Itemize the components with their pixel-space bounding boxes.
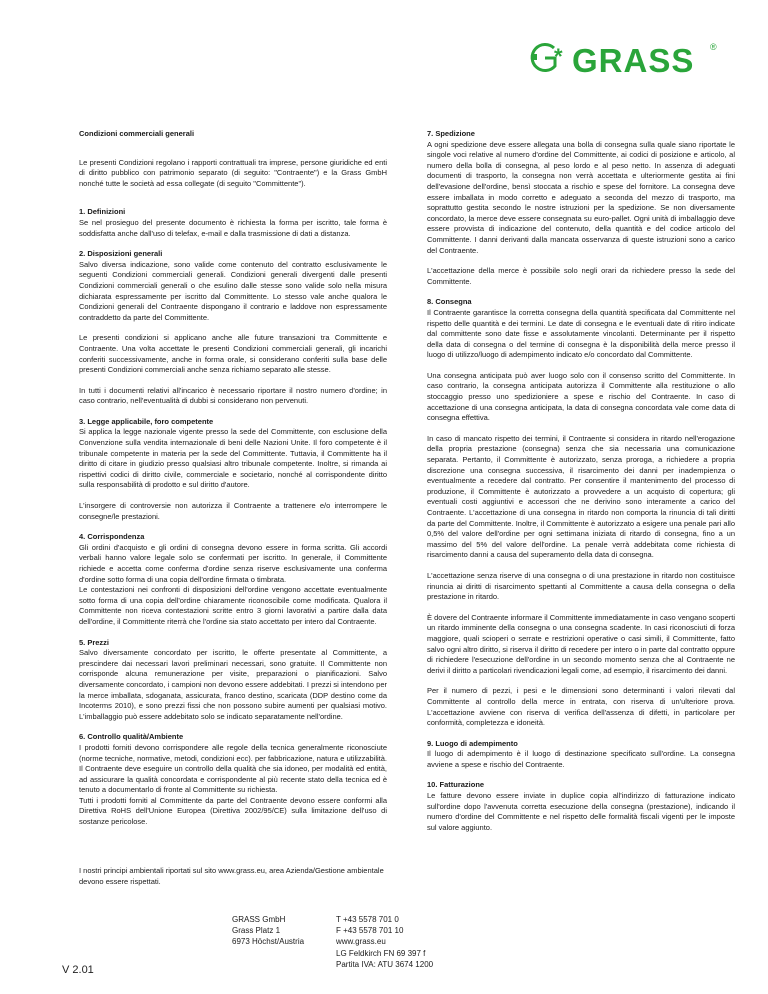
- section-paragraph: Salvo diversa indicazione, sono valide come contenuto del contratto esclusivamente le seguenti Condizioni commerciali generali. Condizioni generali divergenti dalle presenti Condizioni commerciali generali o che esulino dalle stesse sono valide solo nella misura dichiarata espressamente per iscritto dal Committente. Lo stesso vale anche qualora le Condizioni generali del Contraente dispongano il contrario e laddove non espressamente contraddetto da parte del Committente.: [79, 259, 387, 322]
- section-heading: 3. Legge applicabile, foro competente: [79, 416, 214, 426]
- section: [79, 638, 387, 723]
- section-paragraph: Gli ordini d'acquisto e gli ordini di consegna devono essere in forma scritta. Gli accordi verbali hanno valore legale solo se confermati per iscritto. In generale, il Committente richiede e accetta come conferma d'ordine senza riserve esclusivamente una conferma d'ordine sotto forma di una copia dell'ordine firmata o timbrata. Le contestazioni nei confronti di disposizioni dell'ordine vengono accettate eventualmente sotto forma di una copia dell'ordine chiaramente riconoscibile come modificata. Qualora il Committente non riceva contestazioni scritte entro 3 giorni lavorativi a partire dalla data dell'ordine, il Committente riterrà che l'ordine sia stato accettato per intero dal Contraente.: [79, 542, 387, 626]
- registered-mark: ®: [710, 42, 717, 52]
- left-sections: [79, 207, 387, 827]
- document-title: Condizioni commerciali generali: [79, 129, 195, 138]
- section-heading: 7. Spedizione: [427, 129, 475, 138]
- section-heading: 5. Prezzi: [79, 637, 110, 647]
- company-contact: [336, 914, 433, 970]
- section-paragraph: Le presenti condizioni si applicano anche alle future transazioni tra Committente e Contraente. Una volta accettate le presenti Condizioni commerciali generali, gli incarichi conferiti successivamente, anche in forma orale, si considerano conferiti sulla base delle presenti Condizioni commerciali anche senza richiamo separato alle stesse.: [79, 333, 387, 375]
- section-paragraph: Il Contraente garantisce la corretta consegna della quantità specificata dal Committente nel rispetto delle quantità e dei termini. Le date di consegna e le eventuali date di ritiro indicate dal committente sono date fisse e assolutamente vincolanti. Determinante per il rispetto della data di consegna o del termine di consegna è la disponibilità della merce presso il luogo di utilizzo/luogo di adempimento indicato e/o concordato dal Committente.: [427, 307, 735, 360]
- fax: F +43 5578 701 10: [336, 926, 404, 936]
- company-register: LG Feldkirch FN 69 397 f: [336, 948, 426, 958]
- logo-text: GRASS: [572, 42, 695, 76]
- section-paragraph: Se nel prosieguo del presente documento è richiesta la forma per iscritto, tale forma è soddisfatta anche dall'uso di telefax, e-mail e dalla trasmissione di dati a distanza.: [79, 217, 387, 238]
- website-link[interactable]: www.grass.eu: [336, 937, 386, 947]
- section-paragraph: A ogni spedizione deve essere allegata una bolla di consegna sulla quale siano riportate le singole voci relative al numero d'ordine del Committente, ai codici di posizione e articolo, al numero della bolla di consegna, al peso lordo e al peso netto. In assenza di adeguati documenti di trasporto, la consegna non verrà accettata e ulteriormente gestita ai fini dell'evasione dell'ordine, bensì stoccata a rischio e spese del fornitore. La consegna deve essere imballata in modo corretto e adeguato a seconda del mezzo di trasporto, ma soprattutto gestita secondo le nostre istruzioni per la spedizione. Se non diversamente concordato, la merce deve essere consegnata su euro-pallet. Ogni unità di imballaggio deve essere provvista di indicazione del contenuto, della quantità e del codice articolo del Committente. I danni derivanti dalla mancata osservanza di queste istruzioni sono a carico del Contraente.: [427, 139, 735, 255]
- section-paragraph: In tutti i documenti relativi all'incarico è necessario riportare il nostro numero d'ordine; in caso contrario, nell'eventualità di dubbi si considerano non pervenuti.: [79, 385, 387, 406]
- left-column: [79, 129, 387, 838]
- section-heading: 6. Controllo qualità/Ambiente: [79, 732, 184, 742]
- grass-logo: [528, 40, 720, 76]
- section: [427, 297, 735, 728]
- section: [79, 249, 387, 407]
- section-paragraph: Per il numero di pezzi, i pesi e le dimensioni sono determinanti i valori rilevati dal Committente al controllo della merce in entrata, con riserva di un'ulteriore prova. L'accettazione avviene con riserva di verifica dell'assenza di difetti, in particolare per conformità, completezza e idoneità.: [427, 686, 735, 728]
- section-paragraph: Le fatture devono essere inviate in duplice copia all'indirizzo di fatturazione indicato sull'ordine dopo l'avvenuta corretta esecuzione della consegna (prestazione), indicando il numero d'ordine del Committente e nel rispetto delle formalità fiscali vigenti per le imposte sul valore aggiunto.: [427, 791, 735, 832]
- section-paragraph: È dovere del Contraente informare il Committente immediatamente in caso vengano scoperti un ritardo imminente della consegna o una consegna scadente. In casi riconosciuti di forza maggiore, quali scioperi o serrate e restrizioni operative o casi simili, il Committente, fatto salvo ogni altro diritto, si riserva il diritto di recedere per intero o in parte dal contratto oppure di richiedere l'esecuzione dell'ordine in un secondo momento senza che al Contraente ne derivi il diritto a particolari rivendicazioni legali come, ad esempio, il risarcimento dei danni.: [427, 612, 735, 675]
- section-paragraph: Una consegna anticipata può aver luogo solo con il consenso scritto del Committente. In caso contrario, la consegna anticipata autorizza il Committente alla restituzione o allo stoccaggio presso uno spedizioniere a spese e rischio del Contraente. In caso di accettazione di una consegna anticipata, la data di consegna concordata vale come data di consegna effettiva.: [427, 370, 735, 423]
- section-heading: 1. Definizioni: [79, 207, 126, 217]
- right-sections: [427, 129, 735, 833]
- section: [427, 780, 735, 833]
- svg-text:*: *: [554, 44, 563, 69]
- address-line: Grass Platz 1: [232, 926, 281, 936]
- vat-number: Partita IVA: ATU 3674 1200: [336, 959, 434, 969]
- section-paragraph: Salvo diversamente concordato per iscritto, le offerte presentate al Committente, a prescindere dai necessari lavori preliminari necessari, sono gratuite. Il Committente non corrisponde alcuna remunerazione per visite, preparazioni o pianificazioni. Salvo diversamente concordato, i campioni non devono essere addebitati. I prezzi si intendono per la merce imballata, sdoganata, assicurata, franco destino, scaricata (DDP destino come da Incoterms 2010), e sono prezzi fissi che non possono subire aumenti per qualsiasi motivo. L'imballaggio può essere addebitato solo se indicato separatamente nell'ordine.: [79, 648, 387, 721]
- phone: T +43 5578 701 0: [336, 915, 399, 924]
- section: [79, 532, 387, 627]
- section: [427, 739, 735, 771]
- section-heading: 4. Corrispondenza: [79, 532, 145, 542]
- section-paragraph: I prodotti forniti devono corrispondere alle regole della tecnica generalmente riconosciute (norme tecniche, normative, metodi, condizioni ecc). per fabbricazione, natura e utilizzabilità. Il Contraente deve eseguire un controllo della qualità che sia idoneo, per modalità ed entità, ad assicurare la qualità concordata e corrispondente al più recente stato della tecnica ed è tenuto a documentarlo di fronte al Committente su richiesta. Tutti i prodotti forniti al Committente da parte del Contraente devono essere conformi alla Direttiva RoHS dell'Unione Europea (Direttiva 2002/95/CE) sulla limitazione dell'uso di sostanze pericolose.: [79, 742, 387, 827]
- section: [79, 207, 387, 239]
- intro-paragraph: Le presenti Condizioni regolano i rapporti contrattuali tra imprese, persone giuridiche ed enti di diritto pubblico con patrimonio separato (di seguito: "Contraente") e la Grass GmbH nonché tutte le società ad essa collegate (di seguito "Committente").: [79, 157, 387, 188]
- right-column: [427, 129, 735, 843]
- section-paragraph: Il luogo di adempimento è il luogo di destinazione specificato sull'ordine. La consegna avviene a spese e rischio del Contraente.: [427, 749, 735, 769]
- company-address: [232, 914, 304, 948]
- section-heading: 10. Fatturazione: [427, 780, 485, 790]
- section-paragraph: L'accettazione senza riserve di una consegna o di una prestazione in ritardo non costituisce rinuncia ai diritti di risarcimento spettanti al Committente a causa della consegna o della prestazione in ritardo.: [427, 570, 735, 602]
- address-line: GRASS GmbH: [232, 915, 286, 924]
- section-heading: 2. Disposizioni generali: [79, 249, 163, 259]
- address-line: 6973 Höchst/Austria: [232, 937, 305, 947]
- section: [427, 129, 735, 287]
- section-paragraph: L'insorgere di controversie non autorizza il Contraente a trattenere e/o interrompere le consegne/le prestazioni.: [79, 501, 387, 521]
- version-label: V 2.01: [62, 964, 94, 976]
- section: [79, 417, 387, 522]
- section: [79, 732, 387, 827]
- section-paragraph: In caso di mancato rispetto dei termini, il Contraente si considera in ritardo nell'erogazione della propria prestazione (consegna) senza che sia necessaria una comunicazione separata. Pertanto, il Committente è autorizzato, senza proroga, a richiedere a propria discrezione una consegna successiva, il risarcimento dei danni per inadempienza o eventualmente a recedere dal contratto. Per consentire il mantenimento del processo di produzione, il Committente è autorizzato a provvedere a un acquisto di copertura; gli eventuali costi aggiuntivi e accessori che ne derivino sono interamente a carico del Contraente. L'accettazione di una consegna in ritardo non comporta la rinuncia di tali diritti da parte del Committente. Inoltre, il Committente è autorizzato a esigere una penale pari allo 0,5% del valore dell'ordine per ogni settimana iniziata di ritardo di consegna, fino a un massimo del 5% del valore dell'ordine. La penale verrà addebitata come richiesta di risarcimento danni a causa del superamento della data di consegna.: [427, 433, 735, 560]
- section-heading: 9. Luogo di adempimento: [427, 738, 518, 748]
- section-heading: 8. Consegna: [427, 297, 472, 307]
- section-paragraph: Si applica la legge nazionale vigente presso la sede del Committente, con esclusione della Convenzione sulla vendita internazionale di beni delle Nazioni Unite. Il foro competente è il tribunale competente in materia per la sede del Committente. Tuttavia, il Committente ha il diritto di citare in giudizio presso qualsiasi altro tribunale competente. Inoltre, si rimanda ai rispettivi codici di diritto civile, commerciale e societario, nonché al corrispondente diritto sulla responsabilità di prodotto e sul diritto d'autore.: [79, 427, 387, 490]
- environment-note: I nostri principi ambientali riportati sul sito www.grass.eu, area Azienda/Gestione ambientale devono essere rispettati.: [79, 866, 384, 886]
- section-paragraph: L'accettazione della merce è possibile solo negli orari da richiedere presso la sede del Committente.: [427, 266, 735, 286]
